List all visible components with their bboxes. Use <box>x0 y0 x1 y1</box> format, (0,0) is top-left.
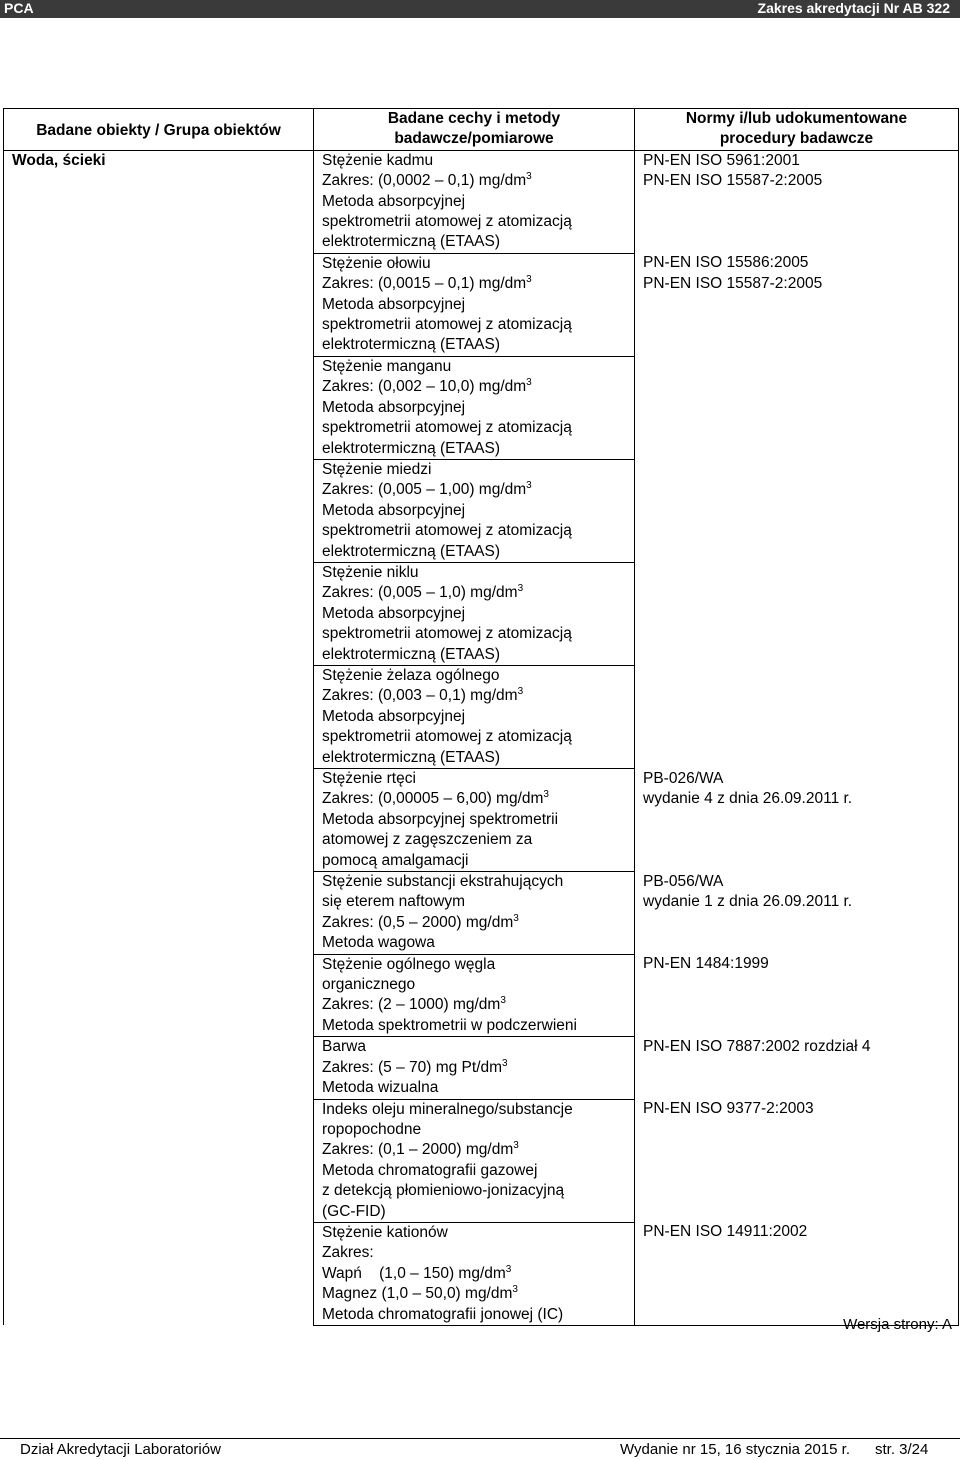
method-line: pomocą amalgamacji <box>322 851 469 869</box>
method-line: Metoda chromatografii jonowej (IC) <box>322 1305 564 1323</box>
method-line: (GC-FID) <box>322 1202 386 1220</box>
method-line: Stężenie miedzi <box>322 460 432 478</box>
method-line <box>322 377 634 397</box>
unit-exponent: 3 <box>505 1263 512 1275</box>
method-line <box>322 913 634 933</box>
method-cell <box>314 954 635 1037</box>
method-line <box>322 583 634 603</box>
method-line <box>322 686 634 706</box>
method-line: spektrometrii atomowej z atomizacją <box>322 625 572 643</box>
norm-line: PN-EN ISO 15586:2005 <box>643 254 809 272</box>
method-line: Zakres: <box>322 1244 374 1262</box>
method-line: z detekcją płomieniowo-jonizacyjną <box>322 1182 565 1200</box>
method-line: Metoda wizualna <box>322 1079 439 1097</box>
method-line <box>322 171 634 191</box>
method-line: elektrotermiczną (ETAAS) <box>322 748 501 766</box>
method-range-text: Zakres: (0,1 – 2000) mg/dm <box>322 1141 514 1159</box>
header-norms-line: procedury badawcze <box>719 130 874 148</box>
method-line: elektrotermiczną (ETAAS) <box>322 542 501 560</box>
norm-line: wydanie 4 z dnia 26.09.2011 r. <box>643 789 853 807</box>
method-range-text: Zakres: (2 – 1000) mg/dm <box>322 996 501 1014</box>
unit-exponent: 3 <box>513 1140 519 1152</box>
table-header-row <box>4 109 959 151</box>
accreditation-table <box>3 108 959 1326</box>
footer-edition: Wydanie nr 15, 16 stycznia 2015 r. <box>620 1441 850 1458</box>
method-line: Stężenie kadmu <box>322 151 434 169</box>
norms-cell <box>635 665 959 768</box>
method-cell <box>314 253 635 356</box>
method-cell <box>314 356 635 459</box>
method-line: Metoda absorpcyjnej <box>322 398 466 416</box>
unit-exponent: 3 <box>502 1057 508 1069</box>
method-line <box>322 274 634 294</box>
method-range-text: Zakres: (0,00005 – 6,00) mg/dm <box>322 790 544 808</box>
norm-line: PB-056/WA <box>643 872 724 890</box>
method-line: Metoda chromatografii gazowej <box>322 1161 538 1179</box>
norms-cell <box>635 1037 959 1099</box>
method-line: Stężenie ogólnego węgla <box>322 955 496 973</box>
norms-cell <box>635 1099 959 1222</box>
method-range-text: Magnez (1,0 – 50,0) mg/dm <box>322 1285 513 1303</box>
method-range-text: Zakres: (0,0015 – 0,1) mg/dm <box>322 275 527 293</box>
method-cell <box>314 665 635 768</box>
unit-exponent: 3 <box>517 583 524 595</box>
unit-exponent: 3 <box>526 377 532 389</box>
method-cell <box>314 769 635 872</box>
header-left: PCA <box>4 0 34 16</box>
method-line: ropopochodne <box>322 1120 422 1138</box>
norms-cell <box>635 954 959 1037</box>
method-line: atomowej z zagęszczeniem za <box>322 831 533 849</box>
norms-cell <box>635 769 959 872</box>
header-norms <box>635 109 959 151</box>
method-line: Metoda absorpcyjnej <box>322 192 466 210</box>
method-line: Stężenie rtęci <box>322 770 416 787</box>
norms-cell <box>635 872 959 955</box>
norm-line: PN-EN ISO 15587-2:2005 <box>643 172 823 190</box>
unit-exponent: 3 <box>512 1284 518 1296</box>
method-line: Stężenie kationów <box>322 1223 448 1241</box>
method-cell <box>314 150 635 253</box>
norms-cell <box>635 356 959 459</box>
unit-exponent: 3 <box>543 789 549 801</box>
header-right: Zakres akredytacji Nr AB 322 <box>757 0 950 16</box>
norms-cell <box>635 562 959 665</box>
method-line: Metoda wagowa <box>322 934 435 952</box>
method-line: Metoda spektrometrii w podczerwieni <box>322 1016 577 1034</box>
norms-cell <box>635 253 959 356</box>
method-line: Stężenie substancji ekstrahujących <box>322 873 564 891</box>
norm-line: wydanie 1 z dnia 26.09.2011 r. <box>643 892 853 910</box>
method-range-text: Zakres: (0,005 – 1,0) mg/dm <box>322 584 518 602</box>
unit-exponent: 3 <box>526 274 532 286</box>
method-cell <box>314 1222 635 1325</box>
method-line: spektrometrii atomowej z atomizacją <box>322 419 572 437</box>
method-line: organicznego <box>322 976 416 994</box>
method-cell <box>314 459 635 562</box>
method-line: elektrotermiczną (ETAAS) <box>322 439 501 457</box>
norm-line: PN-EN ISO 9377-2:2003 <box>643 1100 814 1117</box>
method-cell <box>314 872 635 955</box>
method-line: Metoda absorpcyjnej <box>322 707 466 725</box>
method-line: elektrotermiczną (ETAAS) <box>322 233 501 251</box>
method-line: się eterem naftowym <box>322 893 465 911</box>
norm-line: PN-EN ISO 7887:2002 rozdział 4 <box>643 1037 871 1055</box>
method-line <box>322 789 634 809</box>
method-range-text: Zakres: (0,002 – 10,0) mg/dm <box>322 378 527 396</box>
footer-department: Dział Akredytacji Laboratoriów <box>20 1441 221 1458</box>
norm-line: PN-EN 1484:1999 <box>643 955 769 973</box>
method-line: spektrometrii atomowej z atomizacją <box>322 213 572 231</box>
method-line: Stężenie niklu <box>322 563 419 581</box>
method-line: elektrotermiczną (ETAAS) <box>322 645 501 663</box>
header-norms-line: Normy i/lub udokumentowane <box>685 110 908 127</box>
norm-line: PN-EN ISO 14911:2002 <box>643 1223 808 1241</box>
norm-line: PB-026/WA <box>643 769 724 787</box>
method-line <box>322 1264 634 1284</box>
method-range-text: Zakres: (0,005 – 1,00) mg/dm <box>322 481 527 499</box>
method-cell <box>314 562 635 665</box>
header-methods <box>314 109 635 151</box>
norm-line: PN-EN ISO 5961:2001 <box>643 151 800 169</box>
footer-page-number: str. 3/24 <box>875 1441 929 1458</box>
method-range-text: Zakres: (0,0002 – 0,1) mg/dm <box>322 172 527 190</box>
method-line: elektrotermiczną (ETAAS) <box>322 336 501 354</box>
norms-cell <box>635 150 959 253</box>
method-line: Stężenie manganu <box>322 357 452 375</box>
method-line <box>322 480 634 500</box>
method-line: spektrometrii atomowej z atomizacją <box>322 522 572 540</box>
method-line: Metoda absorpcyjnej <box>322 295 466 313</box>
page-version: Wersja strony: A <box>843 1316 952 1333</box>
header-objects: Badane obiekty / Grupa obiektów <box>4 109 314 151</box>
method-line: Metoda absorpcyjnej spektrometrii <box>322 810 559 828</box>
table-row <box>4 150 959 253</box>
method-line: Metoda absorpcyjnej <box>322 501 466 519</box>
method-cell <box>314 1099 635 1222</box>
header-methods-line: badawcze/pomiarowe <box>394 130 554 148</box>
unit-exponent: 3 <box>513 912 519 924</box>
unit-exponent: 3 <box>500 995 506 1007</box>
method-range-text: Zakres: (0,003 – 0,1) mg/dm <box>322 687 518 705</box>
method-line: spektrometrii atomowej z atomizacją <box>322 316 572 334</box>
method-line: Stężenie ołowiu <box>322 254 431 272</box>
object-group: Woda, ścieki <box>4 150 314 1325</box>
method-line <box>322 1058 634 1078</box>
method-cell <box>314 1037 635 1099</box>
method-line: Barwa <box>322 1038 366 1056</box>
method-range-text: Zakres: (0,5 – 2000) mg/dm <box>322 913 514 931</box>
unit-exponent: 3 <box>526 480 532 492</box>
method-range-text: Wapń (1,0 – 150) mg/dm <box>322 1264 506 1282</box>
header-bar <box>0 0 960 18</box>
method-line: spektrometrii atomowej z atomizacją <box>322 728 572 746</box>
method-line: Indeks oleju mineralnego/substancje <box>322 1100 573 1118</box>
footer <box>0 1438 960 1460</box>
method-line <box>322 1284 634 1304</box>
header-methods-line: Badane cechy i metody <box>387 110 561 127</box>
method-line: Metoda absorpcyjnej <box>322 604 466 622</box>
method-line: Stężenie żelaza ogólnego <box>322 666 500 684</box>
norms-cell <box>635 1222 959 1325</box>
unit-exponent: 3 <box>517 686 524 698</box>
method-range-text: Zakres: (5 – 70) mg Pt/dm <box>322 1058 503 1076</box>
norm-line: PN-EN ISO 15587-2:2005 <box>643 274 823 292</box>
method-line <box>322 995 634 1015</box>
unit-exponent: 3 <box>526 171 532 183</box>
method-line <box>322 1140 634 1160</box>
norms-cell <box>635 459 959 562</box>
